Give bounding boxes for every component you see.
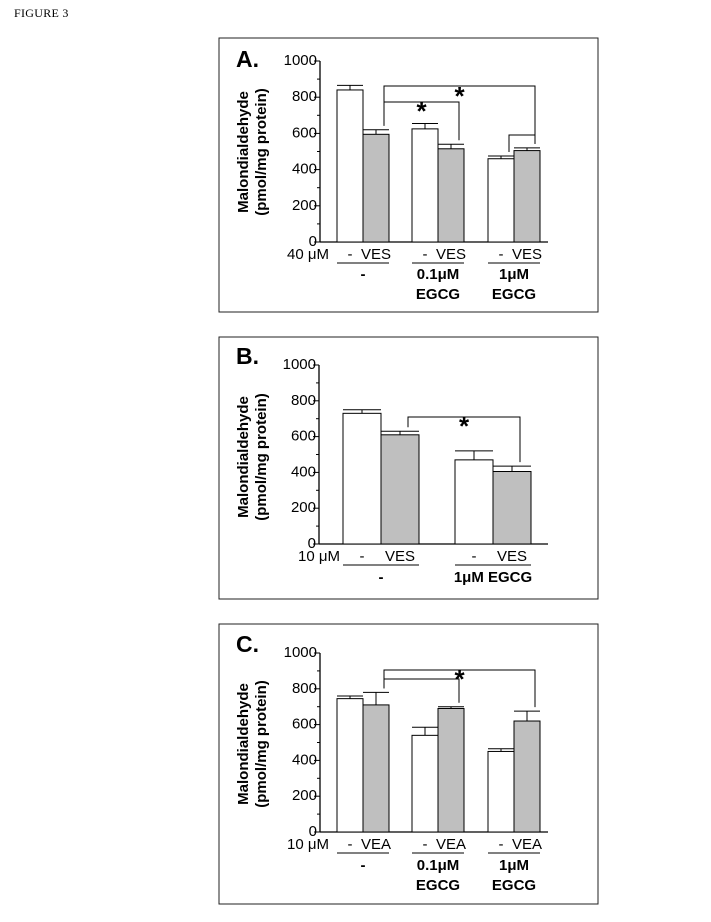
panel-b-group-label-0-0: -: [378, 569, 384, 586]
panel-a-ytick-label-3: 600: [291, 124, 317, 142]
panel-c-group-label-2-1: EGCG: [491, 877, 537, 894]
panel-c-condition-1: VEA: [360, 836, 392, 853]
panel-a-condition-1: VES: [360, 246, 392, 263]
panel-a-group-label-0-0: -: [360, 266, 366, 283]
panel-a-significance-star-0: *: [416, 96, 427, 126]
panel-a-ytick-label-0: 0: [308, 232, 317, 250]
panel-b-significance-star-0: *: [458, 411, 470, 441]
panel-c-group-label-1-1: EGCG: [415, 877, 461, 894]
panel-a-bar-0: [337, 90, 363, 242]
panel-a-condition-4: -: [498, 246, 504, 263]
panel-c-group-label-2-0: 1μM: [498, 857, 530, 874]
panel-c-bar-4: [488, 751, 514, 832]
panel-a-group-label-1-0: 0.1μM: [416, 266, 460, 283]
panel-a-group-label-1-1: EGCG: [415, 286, 461, 303]
panel-a-condition-5: VES: [511, 246, 543, 263]
panel-c-ylabel-line2: (pmol/mg protein): [253, 680, 270, 808]
panel-a-ytick-label-4: 800: [291, 88, 317, 106]
panel-c-frame: [219, 624, 598, 904]
panel-b-bar-0: [343, 413, 381, 544]
panel-a-condition-2: -: [422, 246, 428, 263]
panel-c-ytick-label-4: 800: [291, 679, 317, 697]
panel-c-ylabel-line1: Malondialdehyde: [235, 683, 252, 805]
panel-c-condition-5: VEA: [511, 836, 543, 853]
panel-c-concentration: 10 μM: [287, 836, 329, 853]
panel-b-group-label-1-0: 1μM EGCG: [453, 569, 533, 586]
panel-a-label: A.: [236, 46, 259, 72]
panel-c-ytick-label-5: 1000: [283, 643, 317, 661]
panel-c-significance-star-1: *: [454, 664, 465, 694]
panel-c-group-label-0-0: -: [360, 857, 366, 874]
panel-c-condition-2: -: [422, 836, 428, 853]
panel-c-bar-0: [337, 699, 363, 832]
panel-b-condition-2: -: [471, 548, 477, 565]
panel-a-significance-star-1: *: [454, 81, 465, 111]
panel-c-bar-1: [363, 705, 389, 832]
panel-a-group-label-2-1: EGCG: [491, 286, 537, 303]
panel-c-condition-4: -: [498, 836, 504, 853]
panel-a-ylabel-line2: (pmol/mg protein): [253, 88, 270, 216]
panel-c-significance-bracket-0: [384, 679, 459, 703]
panel-c-ytick-label-2: 400: [291, 751, 317, 769]
panel-a-bar-2: [412, 129, 438, 242]
panel-b-ytick-label-2: 400: [290, 463, 316, 481]
panel-b-label: B.: [236, 343, 259, 369]
panel-a-condition-3: VES: [435, 246, 467, 263]
panel-b-condition-3: VES: [496, 548, 528, 565]
panel-b-ylabel-line2: (pmol/mg protein): [253, 393, 270, 521]
panel-b-condition-0: -: [359, 548, 365, 565]
panel-c-bar-2: [412, 735, 438, 832]
panel-a-concentration: 40 μM: [287, 246, 329, 263]
panel-a-bar-4: [488, 159, 514, 242]
panel-a-bar-5: [514, 151, 540, 242]
panel-b-ytick-label-0: 0: [307, 534, 316, 552]
panel-c-group-label-1-0: 0.1μM: [416, 857, 460, 874]
panel-b-ylabel-line1: Malondialdehyde: [235, 396, 252, 518]
panel-c-condition-0: -: [347, 836, 353, 853]
panel-a-condition-0: -: [347, 246, 353, 263]
panel-a-ytick-label-1: 200: [291, 196, 317, 214]
panel-c-label: C.: [236, 631, 259, 657]
panel-a-significance-bracket-2: [509, 135, 535, 152]
panel-b-condition-1: VES: [384, 548, 416, 565]
panel-a-bar-1: [363, 134, 389, 242]
panel-b-ytick-label-4: 800: [290, 391, 316, 409]
figure-label: FIGURE 3: [14, 6, 69, 20]
panel-a-bar-3: [438, 149, 464, 242]
panel-a-ytick-label-2: 400: [291, 160, 317, 178]
panel-b-ytick-label-3: 600: [290, 427, 316, 445]
panel-c-ytick-label-0: 0: [308, 822, 317, 840]
panel-c-bar-3: [438, 708, 464, 832]
panel-c-condition-3: VEA: [435, 836, 467, 853]
panel-a-ylabel-line1: Malondialdehyde: [235, 91, 252, 213]
panel-b-ytick-label-1: 200: [290, 499, 316, 517]
panel-c-ytick-label-1: 200: [291, 787, 317, 805]
panel-c-bar-5: [514, 721, 540, 832]
panel-a-frame: [219, 38, 598, 312]
panel-a-ytick-label-5: 1000: [283, 51, 317, 69]
panel-a-group-label-2-0: 1μM: [498, 266, 530, 283]
panel-b-bar-3: [493, 472, 531, 544]
panel-c-ytick-label-3: 600: [291, 715, 317, 733]
panel-b-concentration: 10 μM: [298, 548, 340, 565]
panel-b-bar-2: [455, 460, 493, 544]
panel-b-bar-1: [381, 435, 419, 544]
panel-b-ytick-label-5: 1000: [282, 355, 316, 373]
